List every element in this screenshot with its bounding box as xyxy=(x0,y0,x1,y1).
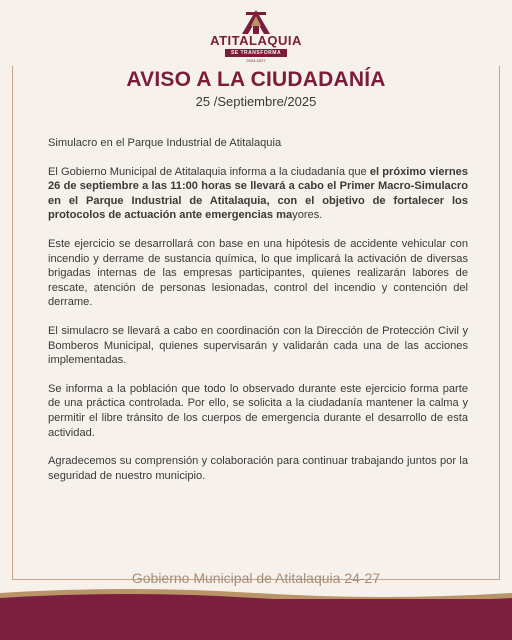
paragraph-announcement-end: yores. xyxy=(292,209,323,222)
paragraph-announcement xyxy=(48,165,468,223)
notice-date: 25 /Septiembre/2025 xyxy=(195,94,317,109)
notice-body xyxy=(48,136,468,497)
paragraph-announcement-highlight: el próximo viernes 26 de septiembre a las 11:00 horas se llevará a cabo el Primer Macro-Simulacro en el Parque Industrial de Atitalaquia, con el objetivo de fortalecer los protocolos de actuación ante emergencias ma xyxy=(48,165,468,222)
paragraph-thanks: Agradecemos su comprensión y colaboración para continuar trabajando juntos por la seguridad de nuestro municipio. xyxy=(48,455,468,482)
notice-subject: Simulacro en el Parque Industrial de Atitalaquia xyxy=(48,137,282,149)
notice-title: AVISO A LA CIUDADANÍA xyxy=(126,68,386,91)
logo-tagline: SE TRANSFORMA xyxy=(225,49,287,57)
logo-years: 2024-2027 xyxy=(246,58,266,63)
paragraph-announcement-intro: El Gobierno Municipal de Atitalaquia informa a la ciudadanía que xyxy=(48,165,370,178)
paragraph-scenario: Este ejercicio se desarrollará con base en una hipótesis de accidente vehicular con incendio y derrame de sustancia química, lo que implicará la activación de diversas brigadas internas de las empresas participantes, quienes realizarán labores de rescate, atención de personas lesionadas, control del incendio y contención del derrame. xyxy=(48,237,468,309)
pyramid-logo-icon xyxy=(234,8,278,36)
paragraph-coordination: El simulacro se llevará a cabo en coordinación con la Dirección de Protección Civil y Bomberos Municipal, quienes supervisarán y validarán cada una de las acciones implementadas. xyxy=(48,324,468,367)
logo-wordmark: ATITALAQUIA xyxy=(210,33,302,48)
footer-band xyxy=(0,599,512,640)
municipal-logo xyxy=(0,8,512,66)
paragraph-public-request: Se informa a la población que todo lo observado durante este ejercicio forma parte de una práctica controlada. Por ello, se solicita a la ciudadanía mantener la calma y permitir el libre tránsito de los cuerpos de emergencia durante el desarrollo de esta actividad. xyxy=(48,382,468,439)
footer-government-name: Gobierno Municipal de Atitalaquia 24-27 xyxy=(131,570,381,586)
